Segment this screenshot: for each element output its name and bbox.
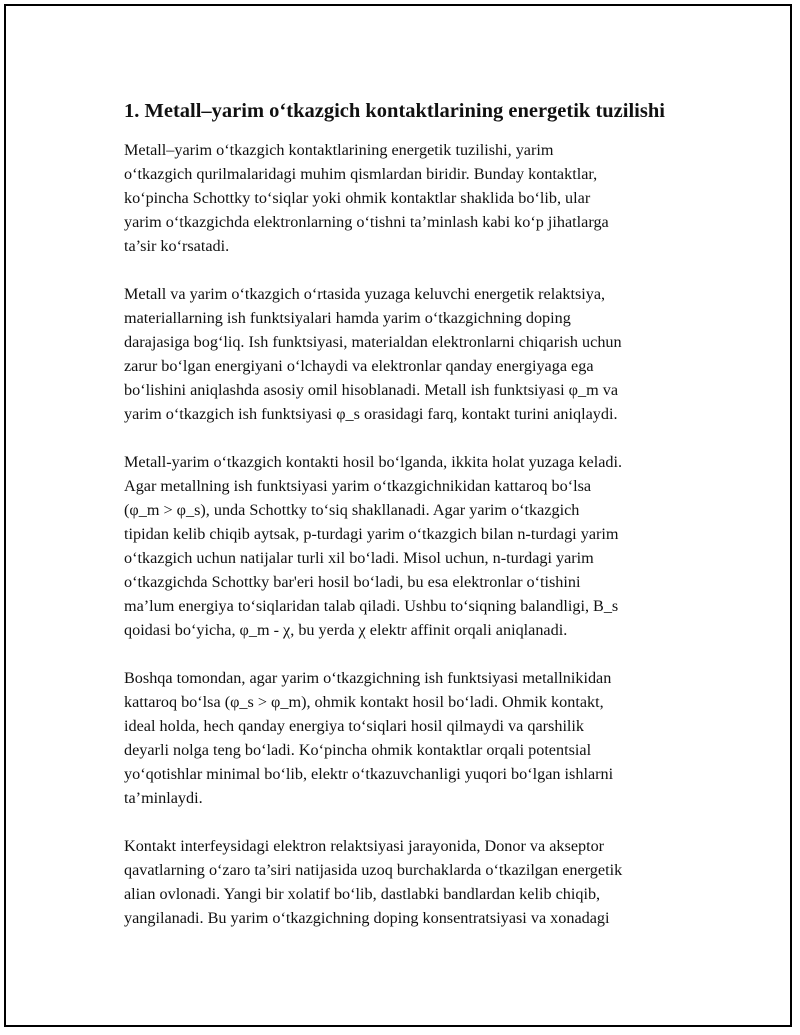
text-line: bo‘lishini aniqlashda asosiy omil hisoblanadi. Metall ish funktsiyasi φ_m va [124, 381, 619, 399]
text-line: darajasiga bog‘liq. Ish funktsiyasi, materialdan elektronlarni chiqarish uchun [124, 333, 622, 351]
text-line: alian ovlonadi. Yangi bir xolatif bo‘lib, dastlabki bandlardan kelib chiqib, [124, 885, 601, 903]
text-line: Metall-yarim o‘tkazgich kontakti hosil bo‘lganda, ikkita holat yuzaga keladi. [124, 453, 623, 471]
text-line: ma’lum energiya to‘siqlaridan talab qiladi. Ushbu to‘siqning balandligi, B_s [124, 597, 619, 615]
text-line: qoidasi bo‘yicha, φ_m - χ, bu yerda χ elektr affinit orqali aniqlanadi. [124, 621, 568, 639]
text-line: o‘tkazgich qurilmalaridagi muhim qismlardan biridir. Bunday kontaktlar, [124, 165, 598, 183]
text-line: yarim o‘tkazgich ish funktsiyasi φ_s orasidagi farq, kontakt turini aniqlaydi. [124, 405, 618, 423]
document-body [124, 96, 704, 954]
text-line: Agar metallning ish funktsiyasi yarim o‘tkazgichnikidan kattaroq bo‘lsa [124, 477, 592, 495]
text-line: materiallarning ish funktsiyalari hamda yarim o‘tkazgichning doping [124, 309, 571, 327]
text-line: zarur bo‘lgan energiyani o‘lchaydi va elektronlar qanday energiyaga ega [124, 357, 594, 375]
text-line: ta’sir ko‘rsatadi. [124, 237, 230, 255]
text-line: o‘tkazgichda Schottky bar'eri hosil bo‘ladi, bu esa elektronlar o‘tishini [124, 573, 581, 591]
paragraph-2 [124, 282, 704, 426]
text-line: ideal holda, hech qanday energiya to‘siqlari hosil qilmaydi va qarshilik [124, 717, 585, 735]
text-line: yarim o‘tkazgichda elektronlarning o‘tishni ta’minlash kabi ko‘p jihatlarga [124, 213, 609, 231]
text-line: o‘tkazgich uchun natijalar turli xil bo‘ladi. Misol uchun, n-turdagi yarim [124, 549, 594, 567]
text-line: yo‘qotishlar minimal bo‘lib, elektr o‘tkazuvchanligi yuqori bo‘lgan ishlarni [124, 765, 614, 783]
text-line: qavatlarning o‘zaro ta’siri natijasida uzoq burchaklarda o‘tkazilgan energetik [124, 861, 623, 879]
text-line: Kontakt interfeysidagi elektron relaktsiyasi jarayonida, Donor va akseptor [124, 837, 605, 855]
paragraph-3 [124, 450, 704, 642]
text-line: kattaroq bo‘lsa (φ_s > φ_m), ohmik kontakt hosil bo‘ladi. Ohmik kontakt, [124, 693, 604, 711]
text-line: Metall va yarim o‘tkazgich o‘rtasida yuzaga keluvchi energetik relaktsiya, [124, 285, 606, 303]
text-line: (φ_m > φ_s), unda Schottky to‘siq shakllanadi. Agar yarim o‘tkazgich [124, 501, 580, 519]
paragraph-5 [124, 834, 704, 930]
text-line: deyarli nolga teng bo‘ladi. Ko‘pincha ohmik kontaktlar orqali potentsial [124, 741, 592, 759]
section-title: 1. Metall–yarim o‘tkazgich kontaktlarining energetik tuzilishi [124, 100, 665, 122]
text-line: Metall–yarim o‘tkazgich kontaktlarining energetik tuzilishi, yarim [124, 141, 554, 159]
paragraph-4 [124, 666, 704, 810]
text-line: yangilanadi. Bu yarim o‘tkazgichning doping konsentratsiyasi va xonadagi [124, 909, 610, 927]
paragraph-1 [124, 138, 704, 258]
text-line: ta’minlaydi. [124, 789, 203, 807]
page-frame [4, 4, 792, 1027]
text-line: Boshqa tomondan, agar yarim o‘tkazgichning ish funktsiyasi metallnikidan [124, 669, 612, 687]
text-line: tipidan kelib chiqib aytsak, p-turdagi yarim o‘tkazgich bilan n-turdagi yarim [124, 525, 619, 543]
text-line: ko‘pincha Schottky to‘siqlar yoki ohmik kontaktlar shaklida bo‘lib, ular [124, 189, 591, 207]
